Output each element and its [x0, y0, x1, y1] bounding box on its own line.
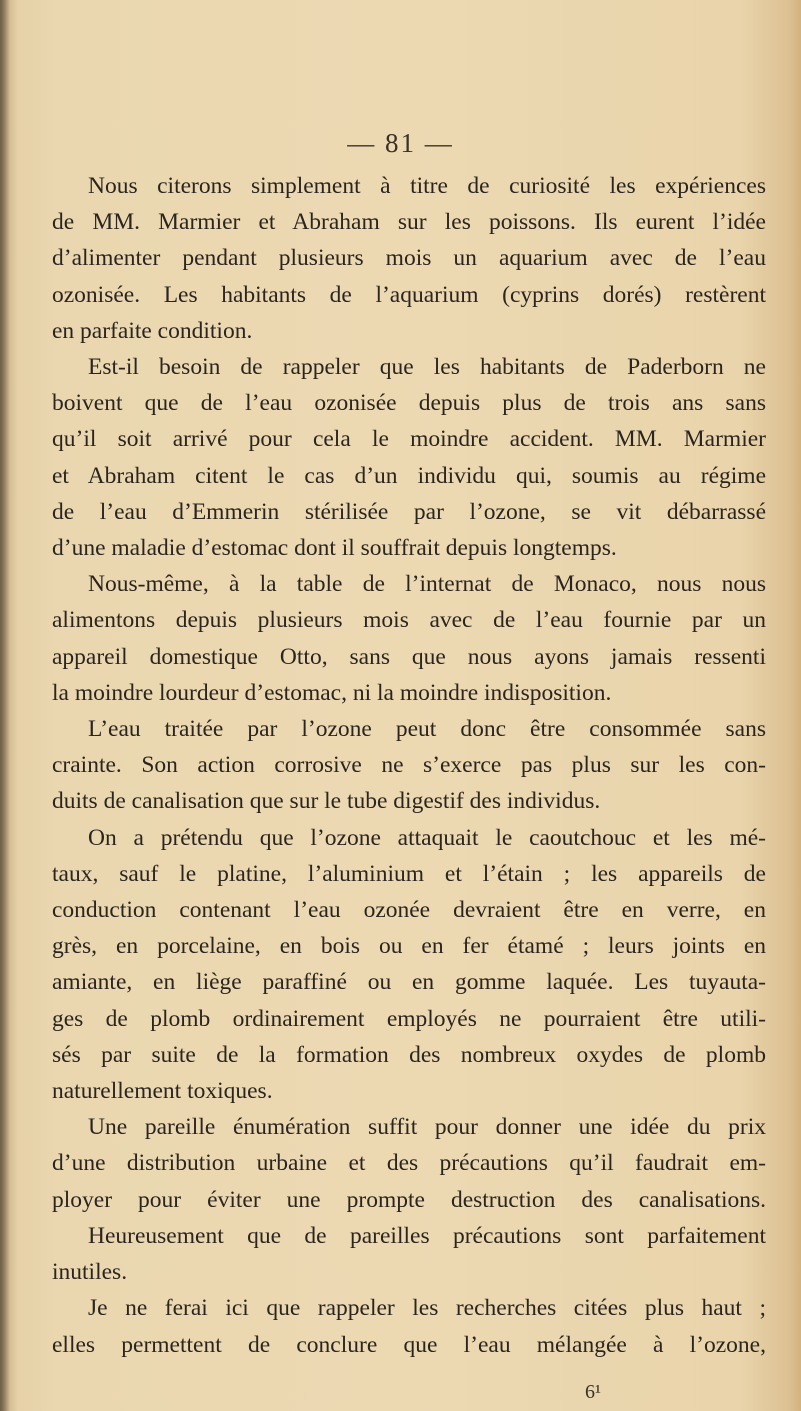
text-line: Heureusement que de pareilles précautions sont parfaitement	[88, 1222, 766, 1249]
text-line: Une pareille énumération suffit pour donner une idée du prix	[88, 1114, 766, 1141]
text-line: conduction contenant l’eau ozonée devraient être en verre, en	[52, 897, 766, 924]
text-line: alimentons depuis plusieurs mois avec de l’eau fournie par un	[52, 607, 766, 634]
body-text	[52, 168, 766, 1363]
text-line: crainte. Son action corrosive ne s’exerce pas plus sur les con-	[52, 752, 766, 779]
text-line: grès, en porcelaine, en bois ou en fer étamé ; leurs joints en	[52, 933, 766, 960]
text-line: appareil domestique Otto, sans que nous ayons jamais ressenti	[52, 643, 766, 670]
text-line: elles permettent de conclure que l’eau mélangée à l’ozone,	[52, 1331, 766, 1358]
text-line: de l’eau d’Emmerin stérilisée par l’ozone, se vit débarrassé	[52, 498, 766, 525]
text-line: ozonisée. Les habitants de l’aquarium (cyprins dorés) restèrent	[52, 281, 766, 308]
text-line: Je ne ferai ici que rappeler les recherches citées plus haut ;	[88, 1295, 766, 1322]
text-line: ployer pour éviter une prompte destruction des canalisations.	[52, 1186, 766, 1213]
binding-shadow	[0, 0, 10, 1411]
text-line: et Abraham citent le cas d’un individu qui, soumis au régime	[52, 462, 766, 489]
text-line: d’une maladie d’estomac dont il souffrait depuis longtemps.	[52, 535, 617, 562]
text-line: en parfaite condition.	[52, 317, 253, 344]
text-line: duits de canalisation que sur le tube digestif des individus.	[52, 788, 601, 815]
text-line: boivent que de l’eau ozonisée depuis plus de trois ans sans	[52, 390, 766, 417]
text-line: la moindre lourdeur d’estomac, ni la moindre indisposition.	[52, 679, 612, 706]
text-line: amiante, en liège paraffiné ou en gomme laquée. Les tuyauta-	[52, 969, 766, 996]
text-line: inutiles.	[52, 1259, 128, 1286]
text-line: taux, sauf le platine, l’aluminium et l’étain ; les appareils de	[52, 860, 766, 887]
text-line: Nous citerons simplement à titre de curiosité les expériences	[88, 173, 766, 199]
text-line: sés par suite de la formation des nombreux oxydes de plomb	[52, 1041, 766, 1068]
text-line: L’eau traitée par l’ozone peut donc être consommée sans	[88, 716, 766, 743]
signature-mark: 6¹	[585, 1381, 601, 1403]
text-line: d’alimenter pendant plusieurs mois un aquarium avec de l’eau	[52, 245, 766, 272]
text-line: d’une distribution urbaine et des précautions qu’il faudrait em-	[52, 1150, 766, 1177]
text-line: Nous-même, à la table de l’internat de Monaco, nous nous	[88, 571, 766, 598]
text-line: ges de plomb ordinairement employés ne pourraient être utili-	[52, 1005, 766, 1032]
text-line: de MM. Marmier et Abraham sur les poissons. Ils eurent l’idée	[52, 209, 766, 236]
page-number: — 81 —	[347, 128, 454, 158]
text-line: naturellement toxiques.	[52, 1078, 273, 1105]
text-line: qu’il soit arrivé pour cela le moindre accident. MM. Marmier	[52, 426, 766, 453]
text-line: On a prétendu que l’ozone attaquait le caoutchouc et les mé-	[88, 824, 766, 851]
text-line: Est-il besoin de rappeler que les habitants de Paderborn ne	[88, 354, 766, 381]
